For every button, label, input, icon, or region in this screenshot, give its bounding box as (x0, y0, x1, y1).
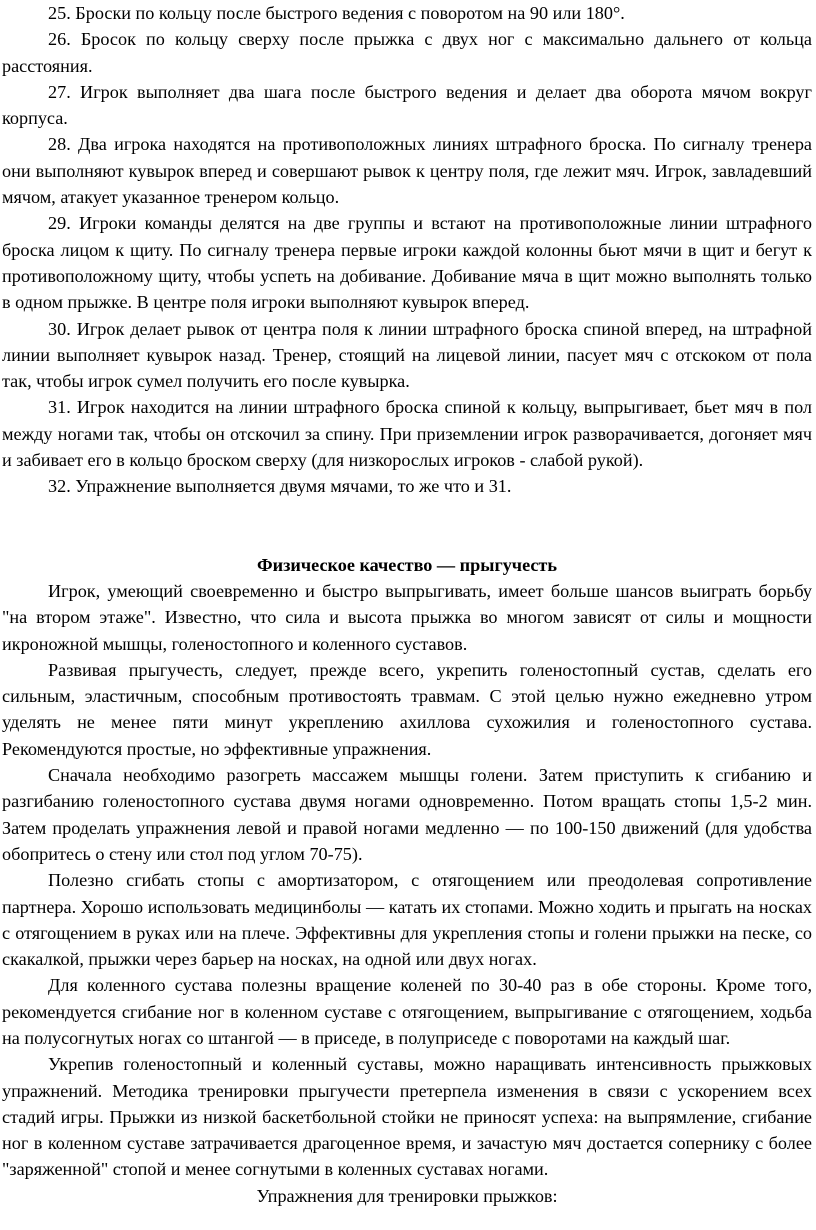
body-paragraph: Сначала необходимо разогреть массажем мышцы голени. Затем приступить к сгибанию и разгибанию голеностопного сустава двумя ногами одновременно. Потом вращать стопы 1,5-2 мин. Затем проделать упражнения левой и правой ногами медленно — по 100-150 движений (для удобства обопритесь о стену или стол под углом 70-75). (2, 765, 812, 864)
body-paragraph: Укрепив голеностопный и коленный суставы, можно наращивать интенсивность прыжковых упражнений. Методика тренировки прыгучести претерпела изменения в связи с ускорением всех стадий игры. Прыжки из низкой баскетбольной стойки не приносят успеха: на выпрямление, сгибание ног в коленном суставе затрачивается драгоценное время, и зачастую мяч достается сопернику с более "заряженной" стопой и менее согнутыми в коленных суставах ногами. (2, 1054, 812, 1180)
section-heading: Физическое качество — прыгучесть (257, 554, 557, 575)
exercise-item-25: 25. Броски по кольцу после быстрого ведения с поворотом на 90 или 180°. (48, 3, 625, 23)
body-paragraph: Полезно сгибать стопы с амортизатором, с отягощением или преодолевая сопротивление партнера. Хорошо использовать медицинболы — катать их стопами. Можно ходить и прыгать на носках с отягощением в руках или на плече. Эффективны для укрепления стопы и голени прыжки на песке, со скакалкой, прыжки через барьер на носках, на одной или двух ногах. (2, 870, 812, 970)
body-paragraph: Для коленного сустава полезны вращение коленей по 30-40 раз в обе стороны. Кроме того, рекомендуется сгибание ног в коленном суставе с отягощением, выпрыгивание с отягощением, ходьба на полусогнутых ногах со штангой — в приседе, в полуприседе с поворотами на каждый шаг. (2, 975, 812, 1048)
exercise-item-28: 28. Два игрока находятся на противоположных линиях штрафного броска. По сигналу тренера они выполняют кувырок вперед и совершают рывок к центру поля, где лежит мяч. Игрок, завладевший мячом, атакует указанное тренером кольцо. (2, 134, 812, 208)
exercise-item-32: 32. Упражнение выполняется двумя мячами, то же что и 31. (48, 476, 512, 497)
exercise-item-26: 26. Бросок по кольцу сверху после прыжка с двух ног с максимально дальнего от кольца расстояния. (2, 29, 812, 76)
body-paragraph: Развивая прыгучесть, следует, прежде всего, укрепить голеностопный сустав, сделать его сильным, эластичным, способным противостоять травмам. С этой целью нужно ежедневно утром уделять не менее пяти минут укреплению ахиллова сухожилия и голеностопного сустава. Рекомендуются простые, но эффективные упражнения. (2, 659, 812, 759)
exercises-subheading: Упражнения для тренировки прыжков: (256, 1185, 558, 1206)
exercise-item-29: 29. Игроки команды делятся на две группы и встают на противоположные линии штрафного броска лицом к щиту. По сигналу тренера первые игроки каждой колонны бьют мячи в щит и бегут к противоположному щиту, чтобы успеть на добивание. Добивание мяча в щит можно выполнять только в одном прыжке. В центре поля игроки выполняют кувырок вперед. (2, 213, 812, 313)
exercise-item-30: 30. Игрок делает рывок от центра поля к линии штрафного броска спиной вперед, на штрафной линии выполняет кувырок назад. Тренер, стоящий на лицевой линии, пасует мяч с отскоком от пола так, чтобы игрок сумел получить его после кувырка. (2, 318, 812, 392)
exercise-item-27: 27. Игрок выполняет два шага после быстрого ведения и делает два оборота мячом вокруг корпуса. (2, 81, 812, 129)
body-paragraph: Игрок, умеющий своевременно и быстро выпрыгивать, имеет больше шансов выиграть борьбу "на втором этаже". Известно, что сила и высота прыжка во многом зависят от силы и мощности икроножной мышцы, голеностопного и коленного суставов. (2, 580, 812, 654)
exercise-item-31: 31. Игрок находится на линии штрафного броска спиной к кольцу, выпрыгивает, бьет мяч в пол между ногами так, чтобы он отскочил за спину. При приземлении игрок разворачивается, догоняет мяч и забивает его в кольцо броском сверху (для низкорослых игроков - слабой рукой). (2, 397, 812, 471)
section-spacer (2, 500, 812, 552)
